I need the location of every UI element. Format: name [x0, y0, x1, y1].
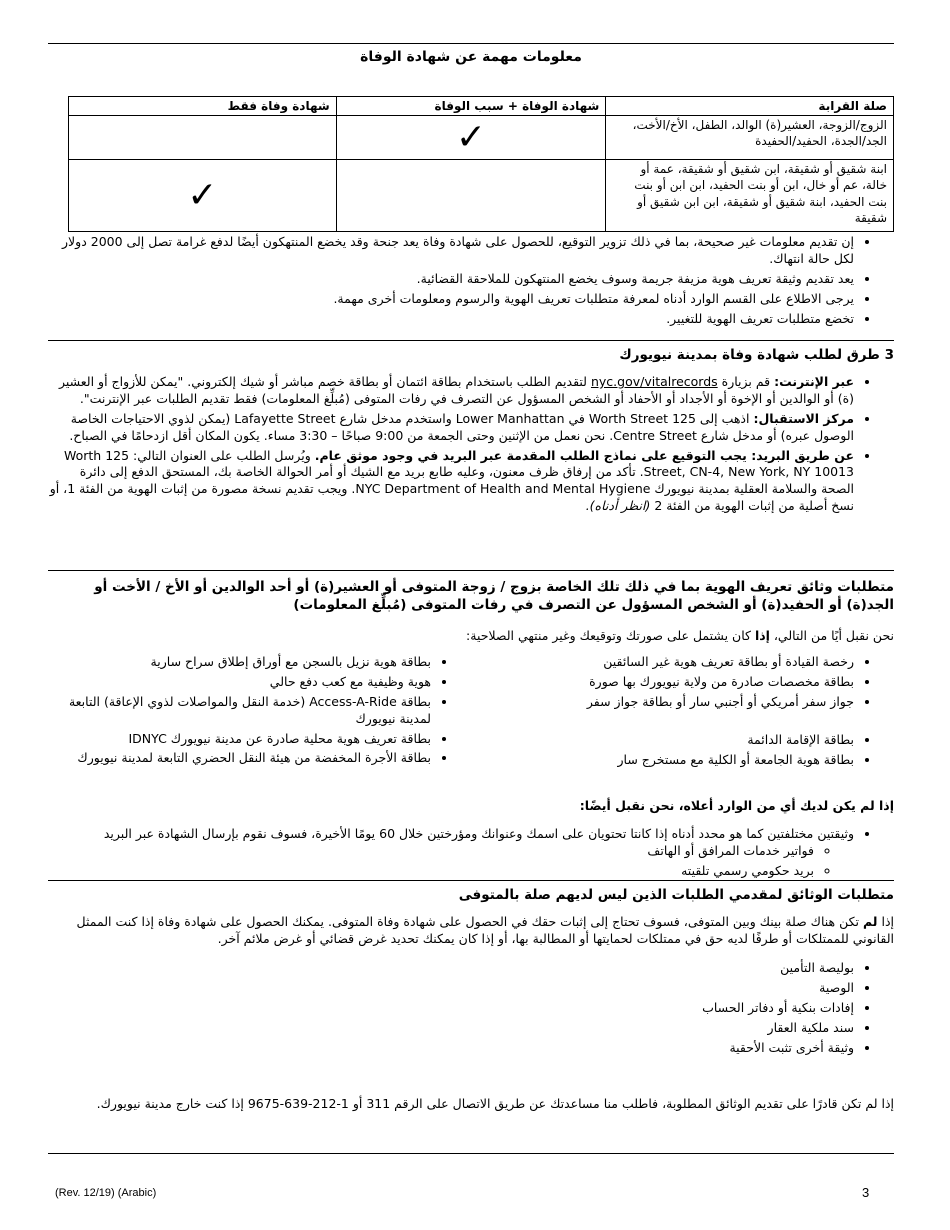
center-item: • مركز الاستقبال: اذهب إلى 125 Worth Street في Lower Manhattan واستخدم مدخل شارع Lafayette Street (يمكن لذوي الاحتياجات الخاصة الوصول عبره) أو مدخل شارع Centre Street. نحن نعمل من الإثنين وحتى الجمعة من 9:00 صباحًا – 3:30 مساء. يكون المكان أقل ازدحامًا في الصباح. — [48, 411, 854, 445]
ways-list — [48, 374, 894, 518]
mail-item: • عن طريق البريد: يجب التوقيع على نماذج الطلب المقدمة عبر البريد في وجود موثق عام. ويُرسل الطلب على العنوان التالي: 125 Worth Street, CN-4, New York, NY 10013. تأكد من إرفاق ظرف معنون، وعليه طابع بريد مع الشيك أو أمر الحوالة الخاصة بك، المستحق الدفع إلى دائرة الصحة والسلامة العقلية بمدينة نيويورك NYC Department of Health and Mental Hygiene. ويجب تقديم نسخة مصورة من إثبات الهوية من الفئة 1، أو نسخ أصلية من إثبات الهوية من الفئة 2 (انظر أدناه). — [48, 448, 854, 516]
document-page — [48, 0, 894, 1230]
id-columns — [48, 654, 894, 771]
list-item: • يرجى الاطلاع على القسم الوارد أدناه لمعرفة متطلبات تعريف الهوية والرسوم ومعلومات أخرى مهمة. — [48, 291, 854, 308]
alt-heading: إذا لم يكن لديك أي من الوارد أعلاه، نحن نقبل أيضًا: — [579, 798, 894, 813]
nonrel-heading: متطلبات الوثائق لمقدمي الطلبات الذين ليس لديهم صلة بالمتوفى — [458, 887, 894, 903]
nonrel-list — [48, 960, 894, 1059]
list-item: • الوصية — [48, 980, 854, 997]
table-row — [69, 160, 894, 232]
id-heading: متطلبات وثائق تعريف الهوية بما في ذلك تلك الخاصة بزوج / زوجة المتوفى أو العشير(ة) أو أحد الوالدين أو الأخ / الأخت أو الجد(ة) أو الحفيد(ة) أو الشخص المسؤول عن التصرف في رفات المتوفى (مُبلِّغ المعلومات) — [94, 579, 894, 614]
sub-list-item: ◦ فواتير خدمات المرافق أو الهاتف — [48, 843, 814, 860]
list-item: • يعد تقديم وثيقة تعريف هوية مزيفة جريمة وسوف يخضع المنتهكون للملاحقة القضائية. — [48, 271, 854, 288]
table-header-row — [69, 97, 894, 116]
list-item: • إن تقديم معلومات غير صحيحة، بما في ذلك تزوير التوقيع، للحصول على شهادة وفاة يعد جنحة وقد يخضع المنتهكون أيضًا لدفع غرامة تصل إلى 2000 دولار لكل حالة انتهاك. — [48, 234, 854, 268]
header-cause: شهادة الوفاة + سبب الوفاة — [336, 97, 606, 116]
relationship-table — [68, 96, 894, 232]
header-only: شهادة وفاة فقط — [69, 97, 337, 116]
top-rule — [48, 43, 894, 44]
section-rule — [48, 880, 894, 881]
list-item: • هوية وظيفية مع كعب دفع حالي — [48, 674, 431, 691]
list-item: • وثيقة أخرى تثبت الأحقية — [48, 1040, 854, 1057]
check-icon: ✓ — [69, 160, 337, 232]
relation-cell: ابنة شقيق أو شقيقة، ابن شقيق أو شقيقة، عمة أو خالة، عم أو خال، ابن أو بنت الحفيد، ابن ابن أو بنت بنت الحفيد، ابنة شقيق أو شقيقة، ابن ابن شقيق أو شقيقة — [606, 160, 894, 232]
list-item: • وثيقتين مختلفتين كما هو محدد أدناه إذا كانتا تحتويان على اسمك وعنوانك ومؤرختين خلال 60 يومًا الأخيرة، فسوف نقوم بإرسال الشهادة عبر البريد ◦ فواتير خدمات المرافق أو الهاتف ◦ بريد حكومي رسمي تلقيته — [48, 826, 854, 880]
list-item: • إفادات بنكية أو دفاتر الحساب — [48, 1000, 854, 1017]
sub-list-item: ◦ بريد حكومي رسمي تلقيته — [48, 863, 814, 880]
alt-list — [48, 826, 894, 883]
section-rule — [48, 570, 894, 571]
list-item: • بطاقة Access-A-Ride (خدمة النقل والمواصلات لذوي الإعاقة) التابعة لمدينة نيويورك — [48, 694, 431, 728]
table-row — [69, 116, 894, 160]
id-list-left — [48, 654, 471, 771]
bottom-rule — [48, 1153, 894, 1154]
list-item: • بطاقة الأجرة المخفضة من هيئة النقل الحضري التابعة لمدينة نيويورك — [48, 750, 431, 767]
vitalrecords-link[interactable]: nyc.gov/vitalrecords — [590, 374, 718, 389]
list-item: • رخصة القيادة أو بطاقة تعريف هوية غير السائقين — [471, 654, 854, 671]
page-title: معلومات مهمة عن شهادة الوفاة — [360, 49, 582, 65]
check-icon: ✓ — [336, 116, 606, 160]
list-item: • جواز سفر أمريكي أو أجنبي سار أو بطاقة جواز سفر — [471, 694, 854, 711]
ways-heading: 3 طرق لطلب شهادة وفاة بمدينة نيويورك — [619, 347, 894, 363]
list-item: • بطاقة هوية نزيل بالسجن مع أوراق إطلاق سراح سارية — [48, 654, 431, 671]
nonrel-paragraph: إذا لم تكن هناك صلة بينك وبين المتوفى، فسوف تحتاج إلى إثبات حقك في الحصول على شهادة وفاة المتوفى. يمكنك الحصول على شهادة وفاة إذا كنت الممثل القانوني للممتلكات أو طرفًا لديه حق في ممتلكات لحمايتها أو المطالبة بها، أو إذا كان يمكنك تحديد غرض قضائي أو غرض ملائم آخر. — [76, 914, 894, 946]
page-number: 3 — [862, 1185, 870, 1200]
online-item: • عبر الإنترنت: قم بزيارة nyc.gov/vitalrecords لتقديم الطلب باستخدام بطاقة ائتمان أو بطاقة خصم مباشر أو شيك إلكتروني. "يمكن للأزواج أو العشير (ة) أو الوالدين أو الإخوة أو الأجداد أو الأحفاد أو الشخص المسؤول عن التصرف في رفات المتوفى (مُبلِّغ المعلومات) فقط تقديم الطلبات عبر الإنترنت". — [48, 374, 854, 408]
list-item: • بطاقة هوية الجامعة أو الكلية مع مستخرج سار — [471, 752, 854, 769]
list-item: • تخضع متطلبات تعريف الهوية للتغيير. — [48, 311, 854, 328]
closing-text: إذا لم تكن قادرًا على تقديم الوثائق المطلوبة، فاطلب منا مساعدتك عن طريق الاتصال على الرقم 311 أو 1-212-639-9675 إذا كنت خارج مدينة نيويورك. — [96, 1096, 894, 1111]
list-item: • بطاقة تعريف هوية محلية صادرة عن مدينة نيويورك IDNYC — [48, 731, 431, 748]
empty-cell — [69, 116, 337, 160]
relation-cell: الزوج/الزوجة، العشير(ة) الوالد، الطفل، الأخ/الأخت، الجد/الجدة، الحفيد/الحفيدة — [606, 116, 894, 160]
list-item: • بطاقة الإقامة الدائمة — [471, 732, 854, 749]
list-item: • بطاقة مخصصات صادرة من ولاية نيويورك بها صورة — [471, 674, 854, 691]
id-list-right — [471, 654, 894, 771]
id-intro: نحن نقبل أيًا من التالي، إذا كان يشتمل على صورتك وتوقيعك وغير منتهي الصلاحية: — [466, 628, 894, 643]
notes-list — [48, 234, 894, 330]
header-relation: صلة القرابة — [606, 97, 894, 116]
empty-cell — [336, 160, 606, 232]
list-item: • سند ملكية العقار — [48, 1020, 854, 1037]
list-item: • بوليصة التأمين — [48, 960, 854, 977]
section-rule — [48, 340, 894, 341]
revision-label: (Rev. 12/19) (Arabic) — [55, 1187, 157, 1199]
